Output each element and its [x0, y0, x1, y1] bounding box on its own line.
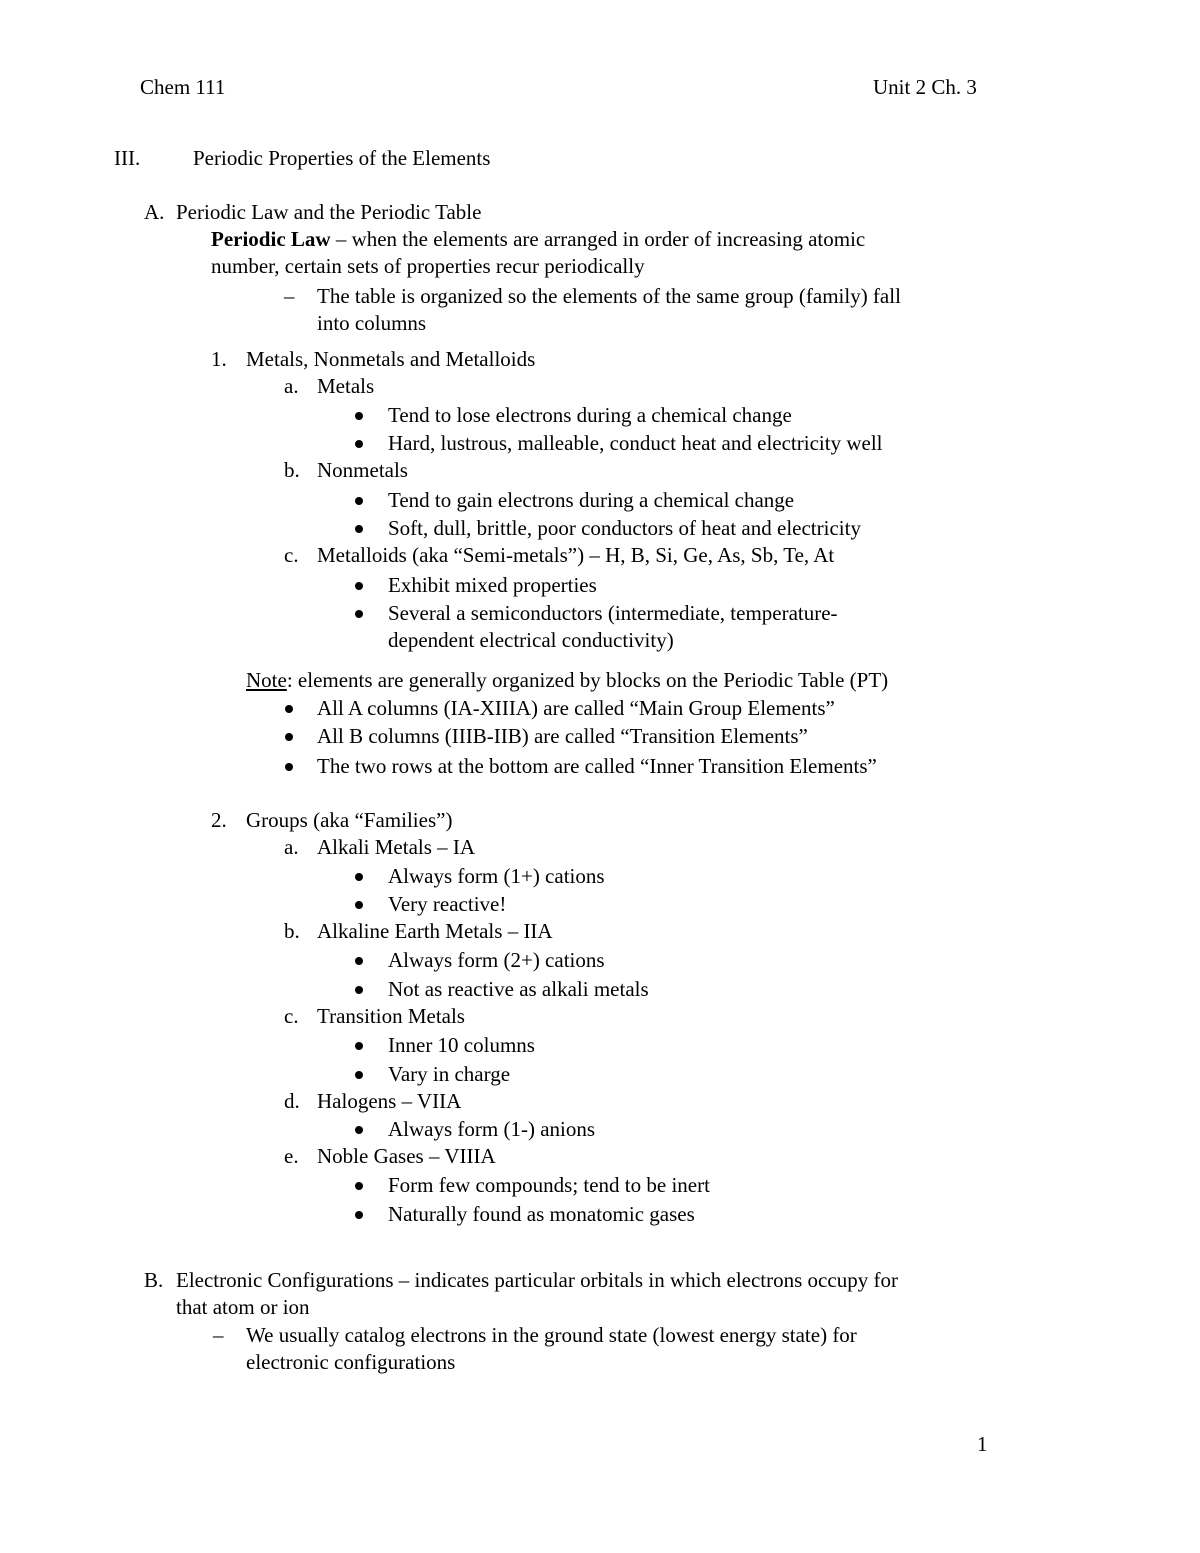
item1-a-title: Metals	[317, 374, 375, 398]
item2-a-bullet2: Very reactive!	[388, 892, 507, 916]
header-course: Chem 111	[140, 75, 226, 99]
periodic-law-def-line1: – when the elements are arranged in order of increasing atomic	[330, 227, 866, 251]
item1-b-bullet2: Soft, dull, brittle, poor conductors of heat and electricity	[388, 516, 861, 540]
item2-a-title: Alkali Metals – IA	[317, 835, 476, 859]
item2-c-bullet2: Vary in charge	[388, 1062, 511, 1086]
bullet-icon	[355, 497, 363, 505]
bullet-icon	[355, 1071, 363, 1079]
item2-e-bullet1: Form few compounds; tend to be inert	[388, 1173, 710, 1197]
note-paragraph	[246, 667, 888, 693]
item2-label: 2.	[211, 808, 227, 832]
item2-d-bullet1: Always form (1-) anions	[388, 1117, 596, 1141]
note-bullet1: All A columns (IA-XIIIA) are called “Main Group Elements”	[317, 696, 835, 720]
bullet-icon	[355, 1126, 363, 1134]
item1-c-bullet2-line1: Several a semiconductors (intermediate, temperature-	[388, 601, 838, 625]
bullet-icon	[355, 412, 363, 420]
item2-b-label: b.	[284, 919, 300, 943]
dash-text-line1: The table is organized so the elements of the same group (family) fall	[317, 284, 901, 308]
section-b-title-line2: that atom or ion	[176, 1295, 310, 1319]
section-b-dash: –	[213, 1323, 224, 1347]
item1-a-bullet2: Hard, lustrous, malleable, conduct heat and electricity well	[388, 431, 883, 455]
periodic-law-def-line2: number, certain sets of properties recur periodically	[211, 254, 645, 278]
item1-b-title: Nonmetals	[317, 458, 408, 482]
section-numeral: III.	[114, 146, 141, 170]
item2-d-title: Halogens – VIIA	[317, 1089, 462, 1113]
bullet-icon	[355, 1042, 363, 1050]
item2-d-label: d.	[284, 1089, 300, 1113]
bullet-icon	[355, 986, 363, 994]
section-b-dash-line2: electronic configurations	[246, 1350, 456, 1374]
section-b-label: B.	[144, 1268, 164, 1292]
item1-b-bullet1: Tend to gain electrons during a chemical change	[388, 488, 795, 512]
bullet-icon	[355, 1182, 363, 1190]
item1-label: 1.	[211, 347, 227, 371]
bullet-icon	[355, 901, 363, 909]
item1-title: Metals, Nonmetals and Metalloids	[246, 347, 536, 371]
note-text: : elements are generally organized by blocks on the Periodic Table (PT)	[286, 668, 889, 692]
item2-b-bullet2: Not as reactive as alkali metals	[388, 977, 649, 1001]
bullet-icon	[355, 610, 363, 618]
section-b-dash-line1: We usually catalog electrons in the ground state (lowest energy state) for	[246, 1323, 857, 1347]
item1-c-label: c.	[284, 543, 299, 567]
bullet-icon	[285, 763, 293, 771]
periodic-law-definition	[211, 226, 865, 252]
item1-c-title: Metalloids (aka “Semi-metals”) – H, B, Si, Ge, As, Sb, Te, At	[317, 543, 835, 567]
section-a-title: Periodic Law and the Periodic Table	[176, 200, 482, 224]
item2-c-title: Transition Metals	[317, 1004, 465, 1028]
periodic-law-term: Periodic Law	[211, 227, 331, 251]
item2-title: Groups (aka “Families”)	[246, 808, 453, 832]
note-bullet3: The two rows at the bottom are called “Inner Transition Elements”	[317, 754, 877, 778]
item2-b-bullet1: Always form (2+) cations	[388, 948, 605, 972]
bullet-icon	[355, 957, 363, 965]
dash-text-line2: into columns	[317, 311, 427, 335]
item1-c-bullet1: Exhibit mixed properties	[388, 573, 597, 597]
section-b-title-line1: Electronic Configurations – indicates particular orbitals in which electrons occupy for	[176, 1268, 898, 1292]
bullet-icon	[285, 733, 293, 741]
note-bullet2: All B columns (IIIB-IIB) are called “Transition Elements”	[317, 724, 808, 748]
bullet-icon	[355, 440, 363, 448]
bullet-icon	[355, 525, 363, 533]
bullet-icon	[355, 873, 363, 881]
bullet-icon	[355, 1211, 363, 1219]
page-number: 1	[977, 1432, 988, 1456]
item2-c-bullet1: Inner 10 columns	[388, 1033, 535, 1057]
item2-e-bullet2: Naturally found as monatomic gases	[388, 1202, 695, 1226]
item2-e-title: Noble Gases – VIIIA	[317, 1144, 496, 1168]
item1-a-bullet1: Tend to lose electrons during a chemical change	[388, 403, 792, 427]
bullet-icon	[355, 582, 363, 590]
note-label: Note	[246, 668, 287, 692]
item2-b-title: Alkaline Earth Metals – IIA	[317, 919, 553, 943]
item1-b-label: b.	[284, 458, 300, 482]
dash-marker: –	[284, 284, 295, 308]
item2-c-label: c.	[284, 1004, 299, 1028]
item1-a-label: a.	[284, 374, 299, 398]
item2-a-label: a.	[284, 835, 299, 859]
header-unit: Unit 2 Ch. 3	[873, 75, 977, 99]
bullet-icon	[285, 705, 293, 713]
item2-a-bullet1: Always form (1+) cations	[388, 864, 605, 888]
section-title: Periodic Properties of the Elements	[193, 146, 491, 170]
item1-c-bullet2-line2: dependent electrical conductivity)	[388, 628, 674, 652]
section-a-label: A.	[144, 200, 165, 224]
item2-e-label: e.	[284, 1144, 299, 1168]
